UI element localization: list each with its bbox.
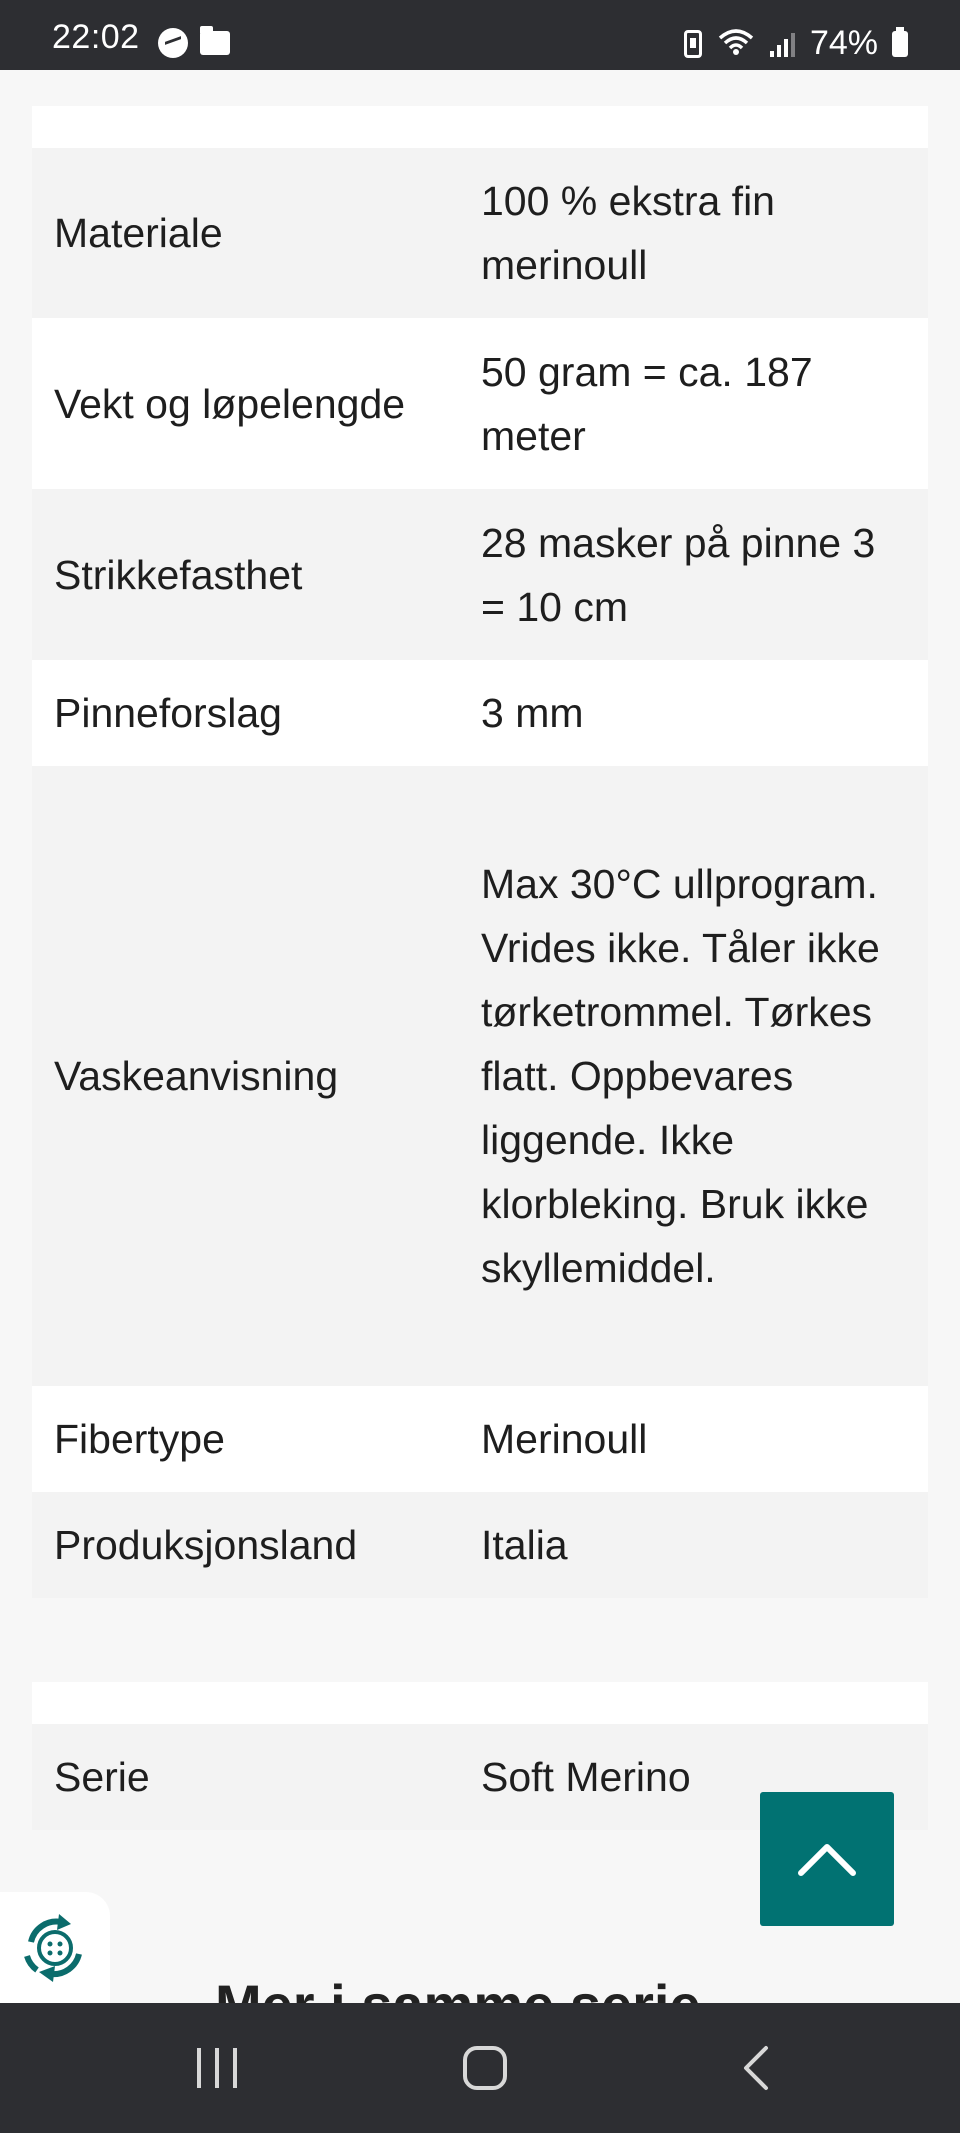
table-row (32, 489, 928, 660)
table-row (32, 766, 928, 1386)
home-button[interactable] (425, 2003, 545, 2133)
spec-label: Vekt og løpelengde (54, 380, 406, 427)
spec-label: Vaskeanvisning (54, 1053, 339, 1099)
spec-label: Fibertype (54, 1416, 225, 1462)
status-time: 22:02 (52, 18, 140, 56)
system-navigation-bar (0, 2003, 960, 2133)
recycle-icon (17, 1910, 93, 1986)
spec-value: 100 % ekstra fin merinoull (481, 178, 775, 288)
table-row (32, 148, 928, 318)
signal-icon (770, 31, 796, 57)
wifi-icon (716, 26, 756, 61)
battery-saver-icon (684, 30, 702, 58)
spec-label: Produksjonsland (54, 1522, 358, 1568)
status-bar (0, 0, 960, 70)
scroll-to-top-button[interactable] (760, 1792, 894, 1926)
product-spec-table (32, 106, 928, 1830)
recent-apps-icon (193, 2046, 241, 2090)
battery-percent: 74% (809, 24, 878, 62)
accessibility-widget-button[interactable] (0, 1892, 110, 2004)
recent-apps-button[interactable] (157, 2003, 277, 2133)
table-row (32, 1492, 928, 1598)
table-row (32, 318, 928, 489)
spec-value: 50 gram = ca. 187 meter (481, 348, 813, 459)
spec-value: Max 30°C ullprogram. Vrides ikke. Tåler ikke tørketrommel. Tørkes flatt. Oppbevares liggende. Ikke klorbleking. Bruk ikke skyllemiddel. (481, 861, 880, 1291)
back-icon (740, 2044, 770, 2092)
spec-value: Italia (481, 1522, 568, 1568)
back-button[interactable] (695, 2003, 815, 2133)
folder-icon (200, 31, 230, 55)
table-gap (32, 1598, 928, 1682)
series-label: Serie (54, 1754, 150, 1800)
spec-label: Pinneforslag (54, 690, 282, 736)
table-row (32, 1386, 928, 1492)
table-top-spacer (32, 106, 928, 148)
spec-value: 3 mm (481, 690, 584, 736)
spec-label: Strikkefasthet (54, 551, 303, 598)
chevron-up-icon (795, 1839, 859, 1879)
spec-label: Materiale (54, 210, 223, 256)
spec-value: 28 masker på pinne 3 = 10 cm (481, 519, 876, 630)
spec-value: Merinoull (481, 1416, 648, 1462)
table-spacer (32, 1682, 928, 1724)
messenger-icon (158, 28, 188, 58)
home-icon (462, 2045, 508, 2091)
battery-icon (892, 31, 908, 57)
table-row (32, 660, 928, 766)
series-value: Soft Merino (481, 1754, 691, 1800)
